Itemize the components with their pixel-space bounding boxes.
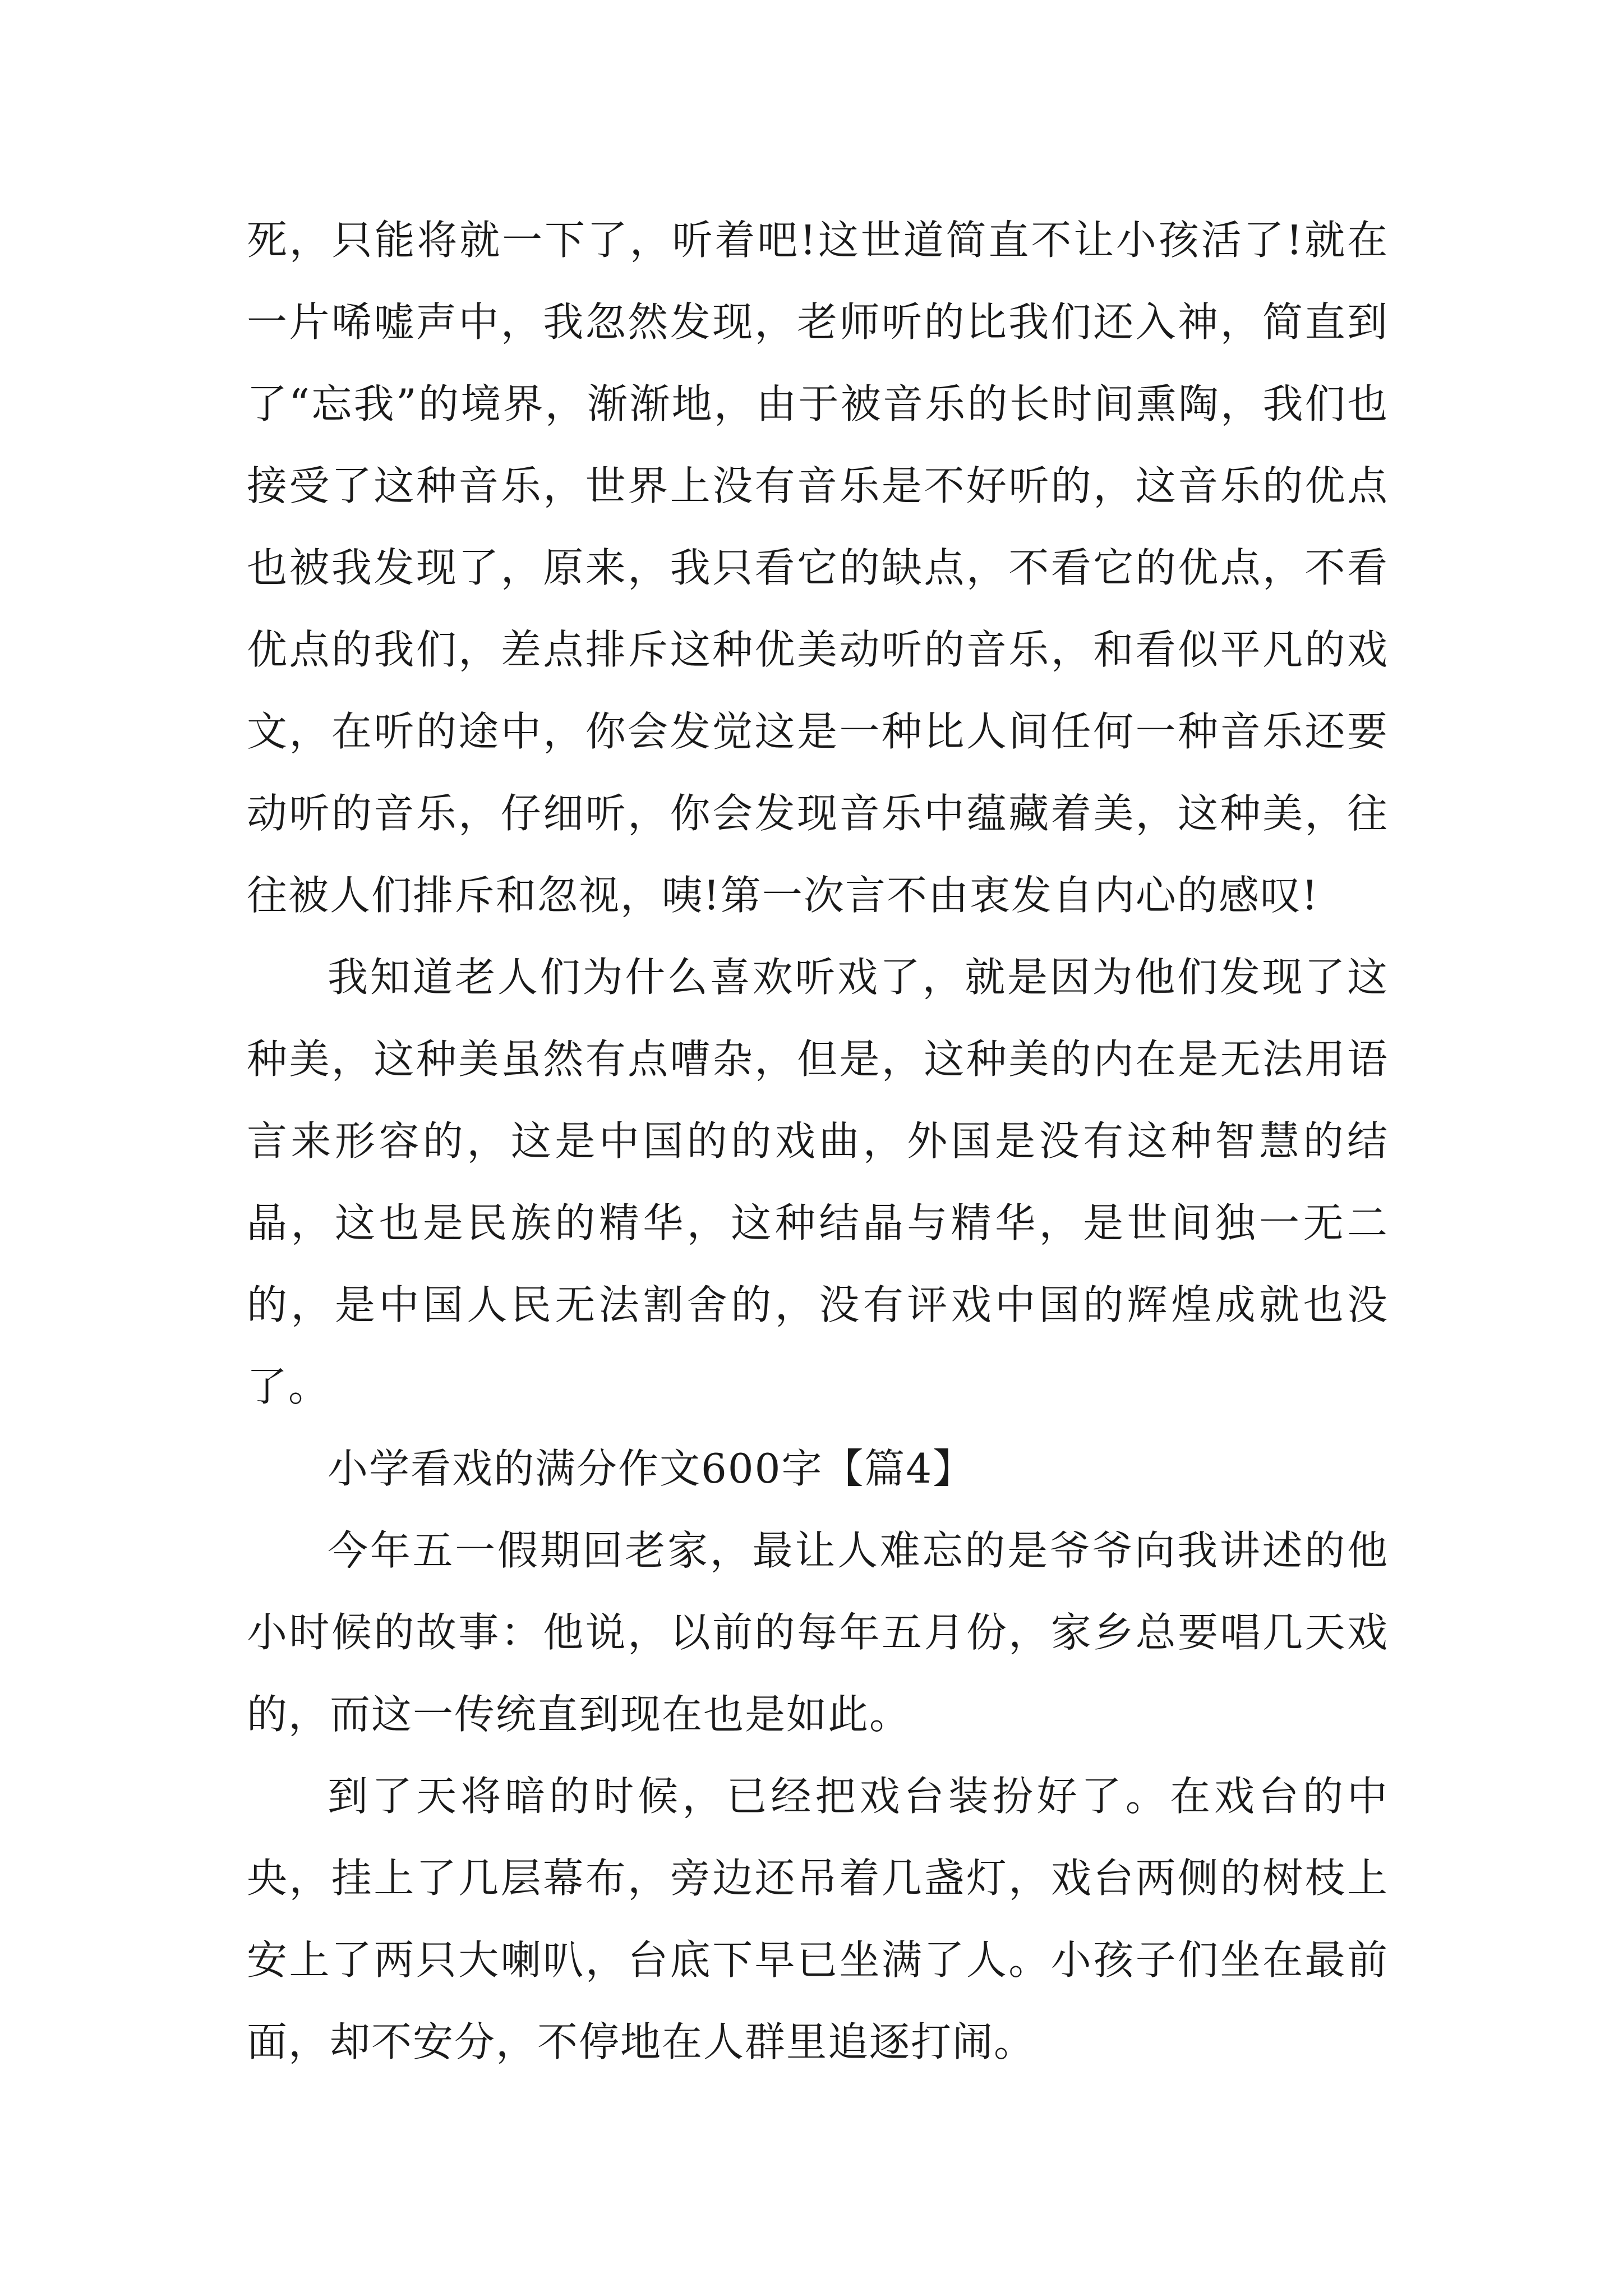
document-body bbox=[247, 199, 1389, 2083]
section-heading: 小学看戏的满分作文600字【篇4】 bbox=[328, 1445, 975, 1492]
paragraph-1: 死，只能将就一下了，听着吧!这世道简直不让小孩活了!就在一片唏嘘声中，我忽然发现，老师听的比我们还入神，简直到了“忘我”的境界，渐渐地，由于被音乐的长时间熏陶，我们也接受了这种音乐，世界上没有音乐是不好听的，这音乐的优点也被我发现了，原来，我只看它的缺点，不看它的优点，不看优点的我们，差点排斥这种优美动听的音乐，和看似平凡的戏文，在听的途中，你会发觉这是一种比人间任何一种音乐还要动听的音乐，仔细听，你会发现音乐中蕴藏着美，这种美，往往被人们排斥和忽视，咦!第一次言不由衷发自内心的感叹! bbox=[247, 217, 1389, 919]
paragraph-4: 到了天将暗的时候，已经把戏台装扮好了。在戏台的中央，挂上了几层幕布，旁边还吊着几盏灯，戏台两侧的树枝上安上了两只大喇叭，台底下早已坐满了人。小孩子们坐在最前面，却不安分，不停地在人群里追逐打闹。 bbox=[247, 1773, 1389, 2065]
paragraph-3: 今年五一假期回老家，最让人难忘的是爷爷向我讲述的他小时候的故事：他说，以前的每年五月份，家乡总要唱几天戏的，而这一传统直到现在也是如此。 bbox=[247, 1527, 1389, 1738]
paragraph-2: 我知道老人们为什么喜欢听戏了，就是因为他们发现了这种美，这种美虽然有点嘈杂，但是，这种美的内在是无法用语言来形容的，这是中国的的戏曲，外国是没有这种智慧的结晶，这也是民族的精华，这种结晶与精华，是世间独一无二的，是中国人民无法割舍的，没有评戏中国的辉煌成就也没了。 bbox=[247, 954, 1389, 1410]
